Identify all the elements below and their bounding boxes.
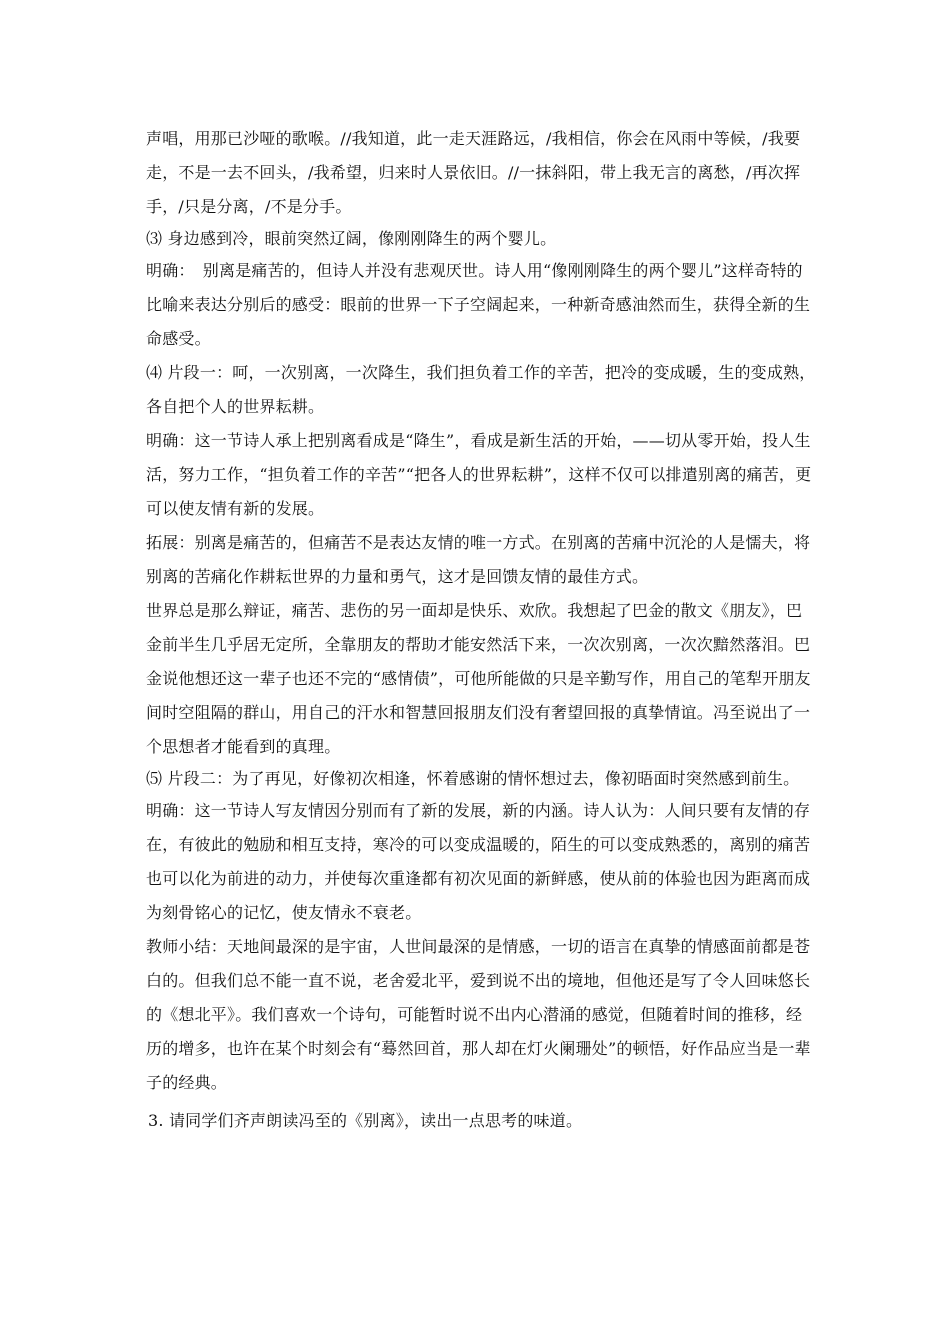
discussion-paragraph: 世界总是那么辩证，痛苦、悲伤的另一面却是快乐、欢欣。我想起了巴金的散文《朋友》，巴金前半生几乎居无定所，全靠朋友的帮助才能安然活下来，一次次别离，一次次黯然落泪。巴金说他想还这一辈子也还不完的“感情债”，可他所能做的只是辛勤写作，用自己的笔犁开朋友间时空阻隔的群山，用自己的汗水和智慧回报朋友们没有奢望回报的真挚情谊。冯至说出了一个思想者才能看到的真理。 <box>146 601 811 756</box>
clarification-paragraph-2: 明确：这一节诗人承上把别离看成是“降生”，看成是新生活的开始，——切从零开始，投人生活，努力工作，“担负着工作的辛苦”“把各人的世界耘耕”，这样不仅可以排遣别离的痛苦，更可以使友情有新的发展。 <box>146 431 812 518</box>
clarification-paragraph-1: 明确： 别离是痛苦的，但诗人并没有悲观厌世。诗人用“像刚刚降生的两个婴儿”这样奇特的比喻来表达分别后的感受：眼前的世界一下子空阔起来，一种新奇感油然而生，获得全新的生命感受。 <box>146 261 811 348</box>
item-5-fragment-two: ⑸ 片段二：为了再见，好像初次相逢，怀着感谢的情怀想过去，像初晤面时突然感到前生。 <box>146 769 800 788</box>
teacher-summary-paragraph: 教师小结：天地间最深的是宇宙，人世间最深的是情感，一切的语言在真挚的情感面前都是苍白的。但我们总不能一直不说，老舍爱北平，爱到说不出的境地，但他还是写了令人回味悠长的《想北平》。我们喜欢一个诗句，可能暂时说不出内心潜涌的感觉，但随着时间的推移，经历的增多，也许在某个时刻会有“蓦然回首，那人却在灯火阑珊处”的顿悟，好作品应当是一辈子的经典。 <box>146 937 811 1092</box>
extension-paragraph: 拓展：别离是痛苦的，但痛苦不是表达友情的唯一方式。在别离的苦痛中沉沦的人是懦夫，将别离的苦痛化作耕耘世界的力量和勇气，这才是回馈友情的最佳方式。 <box>146 533 811 586</box>
reading-task-paragraph: 3. 请同学们齐声朗读冯至的《别离》，读出一点思考的味道。 <box>148 1111 583 1130</box>
poem-excerpt-paragraph: 声唱，用那已沙哑的歌喉。//我知道，此一走天涯路远，/我相信，你会在风雨中等候，/我要走，不是一去不回头，/我希望，归来时人景依旧。//一抹斜阳，带上我无言的离愁，/再次挥手，/只是分离，/不是分手。 <box>146 129 801 216</box>
item-3-quote: ⑶ 身边感到冷，眼前突然辽阔，像刚刚降生的两个婴儿。 <box>146 229 557 248</box>
clarification-paragraph-3: 明确：这一节诗人写友情因分别而有了新的发展，新的内涵。诗人认为：人间只要有友情的存在，有彼此的勉励和相互支持，寒冷的可以变成温暖的，陌生的可以变成熟悉的，离别的痛苦也可以化为前进的动力，并使每次重逢都有初次见面的新鲜感，使从前的体验也因为距离而成为刻骨铭心的记忆，使友情永不衰老。 <box>146 801 811 922</box>
item-4-fragment-one: ⑷ 片段一：呵，一次别离，一次降生，我们担负着工作的辛苦，把冷的变成暖，生的变成熟，各自把个人的世界耘耕。 <box>146 363 816 416</box>
document-body <box>146 122 818 1138</box>
